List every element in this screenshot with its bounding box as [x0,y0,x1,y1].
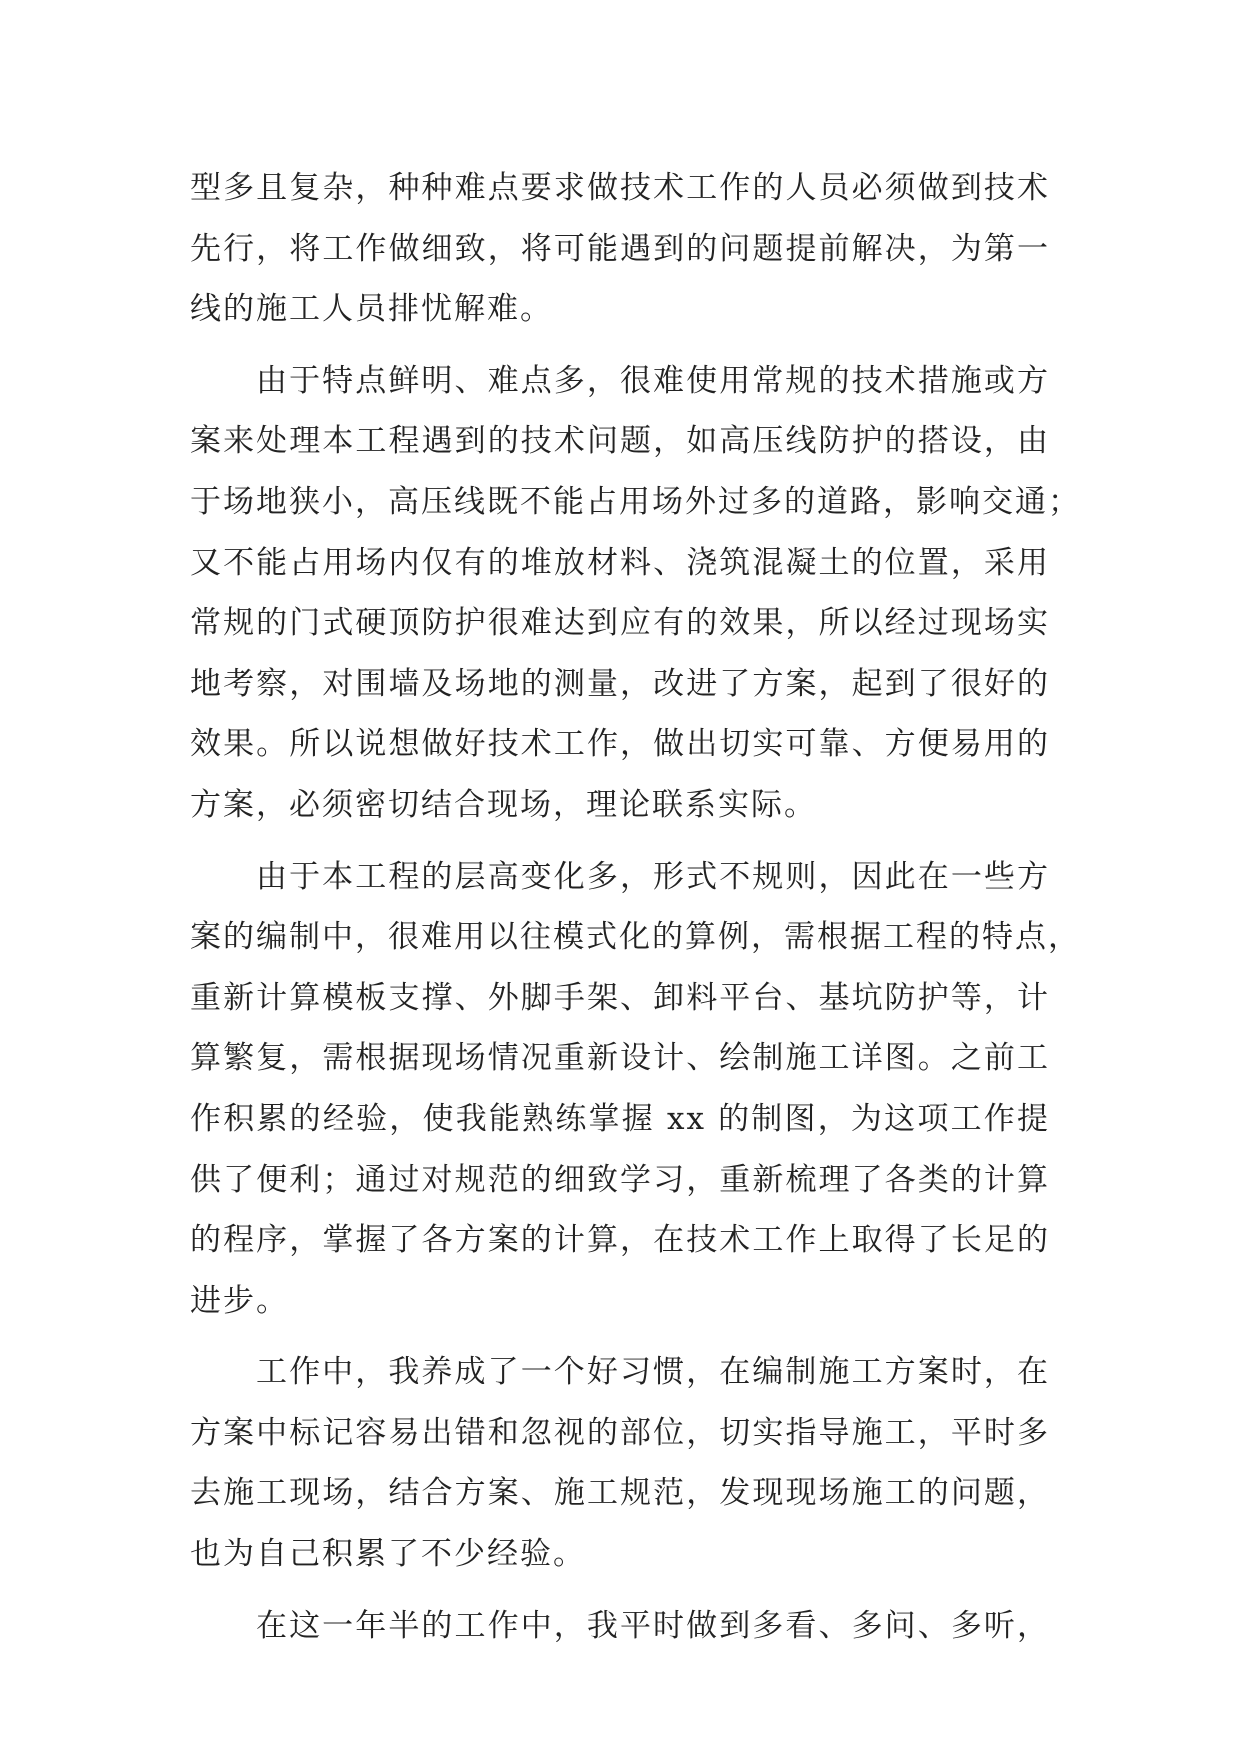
text-line: 常规的门式硬顶防护很难达到应有的效果，所以经过现场实 [190,605,1050,642]
text-line: 工作中，我养成了一个好习惯，在编制施工方案时，在 [256,1354,1050,1391]
text-line: 于场地狭小，高压线既不能占用场外过多的道路，影响交通； [190,483,1081,520]
text-line: 又不能占用场内仅有的堆放材料、浇筑混凝土的位置，采用 [190,544,1050,581]
text-line: 案来处理本工程遇到的技术问题，如高压线防护的搭设，由 [190,423,1050,460]
paragraph [190,158,1050,340]
text-line: 作积累的经验，使我能熟练掌握 xx 的制图，为这项工作提 [190,1100,1050,1137]
text-line: 方案，必须密切结合现场，理论联系实际。 [190,786,817,823]
text-line: 供了便利；通过对规范的细致学习，重新梳理了各类的计算 [190,1161,1050,1198]
text-line: 的程序，掌握了各方案的计算，在技术工作上取得了长足的 [190,1222,1050,1259]
text-line: 算繁复，需根据现场情况重新设计、绘制施工详图。之前工 [190,1040,1050,1077]
paragraph [190,1596,1050,1657]
text-line: 方案中标记容易出错和忽视的部位，切实指导施工，平时多 [190,1414,1050,1451]
text-line: 效果。所以说想做好技术工作，做出切实可靠、方便易用的 [190,726,1050,763]
text-line: 案的编制中，很难用以往模式化的算例，需根据工程的特点， [190,919,1081,956]
text-line: 先行，将工作做细致，将可能遇到的问题提前解决，为第一 [190,230,1050,267]
text-line: 在这一年半的工作中，我平时做到多看、多问、多听， [256,1607,1050,1644]
text-line: 也为自己积累了不少经验。 [190,1536,586,1573]
text-line: 重新计算模板支撑、外脚手架、卸料平台、基坑防护等，计 [190,979,1050,1016]
text-line: 进步。 [190,1282,289,1319]
text-line: 线的施工人员排忧解难。 [190,291,553,328]
text-line: 型多且复杂，种种难点要求做技术工作的人员必须做到技术 [190,170,1050,206]
text-line: 去施工现场，结合方案、施工规范，发现现场施工的问题， [190,1475,1050,1512]
paragraph [190,1342,1050,1584]
text-line: 地考察，对围墙及场地的测量，改进了方案，起到了很好的 [190,665,1050,702]
body-text [190,158,1081,1656]
paragraph [190,351,1081,836]
text-line: 由于特点鲜明、难点多，很难使用常规的技术措施或方 [256,362,1050,399]
paragraph [190,847,1081,1332]
text-line: 由于本工程的层高变化多，形式不规则，因此在一些方 [256,858,1050,895]
